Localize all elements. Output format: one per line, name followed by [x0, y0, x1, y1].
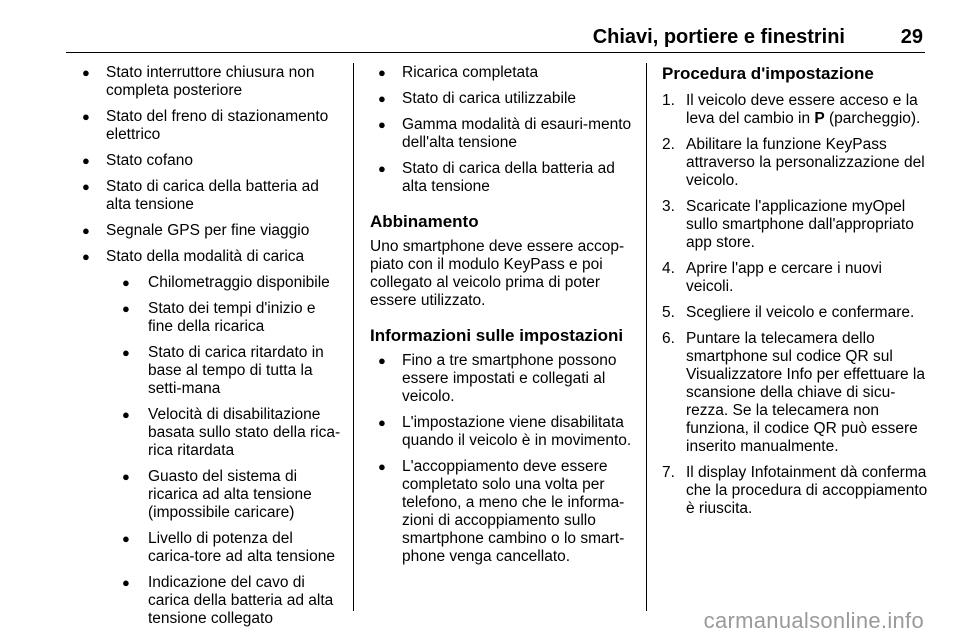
sub-list — [106, 274, 342, 628]
list-item: ● Segnale GPS per fine viaggio — [80, 222, 342, 240]
step-item — [662, 304, 932, 322]
page-header — [66, 22, 925, 53]
list-item-label: Stato della modalità di carica — [106, 248, 305, 265]
step-number: 5. — [662, 304, 675, 321]
step-item — [662, 136, 932, 190]
column-divider-1 — [353, 63, 354, 611]
step-number: 1. — [662, 92, 675, 109]
step-text: Scaricate l'applicazione myOpel sullo smartphone dall'appropriato app store. — [686, 198, 914, 251]
step-number: 6. — [662, 330, 675, 347]
list-item: ● Stato di carica della batteria ad alta tensione — [80, 178, 342, 214]
list-item: ● Stato interruttore chiusura non completa posteriore — [80, 64, 342, 100]
status-list-continued — [370, 64, 635, 196]
page-title: Chiavi, portiere e finestrini — [592, 26, 845, 48]
sub-list-item: ● Livello di potenza del carica-tore ad alta tensione — [106, 530, 342, 566]
step-item — [662, 198, 932, 252]
step-number: 4. — [662, 260, 675, 277]
sub-list-item: ● Chilometraggio disponibile — [106, 274, 342, 292]
column-divider-2 — [646, 63, 647, 611]
step-number: 2. — [662, 136, 675, 153]
step-text: Puntare la telecamera dello smartphone sul codice QR sul Visualizzatore Info per effettuare la scansione della chiave di sicu-rezza. Se la telecamera non funziona, il codice QR può essere inserito manualmente. — [686, 330, 925, 455]
step-item — [662, 260, 932, 296]
sub-list-item: ● Indicazione del cavo di carica della batteria ad alta tensione collegato — [106, 574, 342, 628]
list-item: ● Stato del freno di stazionamento elettrico — [80, 108, 342, 144]
step-item — [662, 464, 932, 518]
list-item: ● L'accoppiamento deve essere completato solo una volta per telefono, a meno che le informa-zioni di accoppiamento sullo smartphone cambino o lo smart-phone venga cancellato. — [370, 458, 635, 566]
column-2 — [370, 64, 635, 566]
sub-list-item: ● Velocità di disabilitazione basata sullo stato della rica-rica ritardata — [106, 406, 342, 460]
page-number: 29 — [900, 26, 923, 48]
watermark-footer: carmanualsonline.info — [703, 608, 924, 633]
column-3 — [662, 64, 932, 526]
list-item: ● Stato di carica della batteria ad alta tensione — [370, 160, 635, 196]
step-number: 3. — [662, 198, 675, 215]
settings-info-list — [370, 352, 635, 566]
column-1 — [80, 64, 342, 636]
section-heading-setup-procedure: Procedura d'impostazione — [662, 64, 874, 83]
step-text: Aprire l'app e cercare i nuovi veicoli. — [686, 260, 882, 295]
step-text: Scegliere il veicolo e confermare. — [686, 304, 915, 321]
list-item: ● Ricarica completata — [370, 64, 635, 82]
section-heading-pairing: Abbinamento — [370, 212, 479, 231]
step-number: 7. — [662, 464, 675, 481]
setup-steps-list — [662, 92, 932, 518]
list-item: ● Gamma modalità di esauri-mento dell'alta tensione — [370, 116, 635, 152]
section-paragraph: Uno smartphone deve essere accop-piato con il modulo KeyPass e poi collegato al veicolo prima di poter essere utilizzato. — [370, 238, 625, 309]
list-item: ● L'impostazione viene disabilitata quando il veicolo è in movimento. — [370, 414, 635, 450]
step-text: Abilitare la funzione KeyPass attraverso la personalizzazione del veicolo. — [686, 136, 925, 189]
status-list — [80, 64, 342, 628]
step-text: (parcheggio). — [824, 110, 921, 127]
step-text-bold: P — [814, 110, 825, 127]
sub-list-item: ● Stato di carica ritardato in base al tempo di tutta la setti-mana — [106, 344, 342, 398]
step-text: Il display Infotainment dà conferma che la procedura di accoppiamento è riuscita. — [686, 464, 928, 517]
list-item: ● Fino a tre smartphone possono essere impostati e collegati al veicolo. — [370, 352, 635, 406]
step-item — [662, 330, 932, 456]
list-item: ● Stato di carica utilizzabile — [370, 90, 635, 108]
sub-list-item: ● Guasto del sistema di ricarica ad alta tensione (impossibile caricare) — [106, 468, 342, 522]
section-heading-settings-info: Informazioni sulle impostazioni — [370, 326, 624, 345]
step-text: Il veicolo deve essere acceso e la leva del cambio in — [686, 92, 918, 127]
step-item — [662, 92, 932, 128]
sub-list-item: ● Stato dei tempi d'inizio e fine della ricarica — [106, 300, 342, 336]
list-item: ● Stato cofano — [80, 152, 342, 170]
list-item-charging-mode — [80, 248, 342, 628]
